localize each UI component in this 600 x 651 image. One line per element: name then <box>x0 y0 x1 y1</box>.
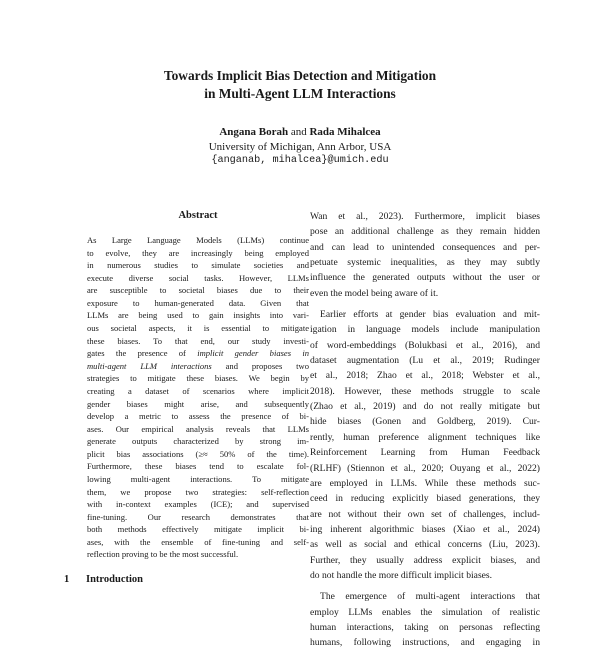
abstract-heading: Abstract <box>178 210 218 221</box>
body-line: hide biases (Gonen and Goldberg, 2019). Cur- <box>310 416 540 428</box>
body-line: humans, following instructions, and engaging in <box>310 637 540 649</box>
abstract-body <box>87 234 309 561</box>
abstract-emphasis: in <box>302 348 309 359</box>
author-affiliation: University of Michigan, Ann Arbor, USA <box>208 141 392 153</box>
section-heading-introduction <box>64 573 143 587</box>
author-conjunction: and <box>290 126 307 138</box>
body-line: are employed in LLMs. While these methods suc- <box>310 477 540 489</box>
body-line: igation in language models include manipulation <box>310 324 540 336</box>
abstract-line: in numerous studies to simulate societies and <box>87 260 309 271</box>
body-line: even the model being aware of it. <box>310 287 439 299</box>
abstract-line: develop a metric to assess the presence of bi- <box>87 411 309 422</box>
body-line: rently, human preference alignment techniques like <box>310 431 540 443</box>
body-line: 2018). However, these methods struggle to scale <box>310 385 540 397</box>
abstract-line: ases. Our empirical analysis reveals that LLMs <box>87 423 309 434</box>
abstract-line: them, we propose two strategies: self-reflection <box>87 486 309 497</box>
body-line: Wan et al., 2023). Furthermore, implicit biases <box>310 211 540 222</box>
body-line: dataset augmentation (Lu et al., 2019; Rudinger <box>310 355 540 367</box>
abstract-line: these biases. To that end, our study investi- <box>87 335 309 346</box>
abstract-line: lowing multi-agent interactions. To mitigate <box>87 473 309 484</box>
abstract-line <box>87 360 309 373</box>
abstract-line: LLMs are being used to gain insights into vari- <box>87 310 309 321</box>
author-2: Rada Mihalcea <box>309 126 381 138</box>
body-line: The emergence of multi-agent interactions that <box>320 591 540 603</box>
body-line: et al., 2018; Zhao et al., 2018; Webster et al., <box>310 370 540 382</box>
abstract-line: plicit bias associations (≥≈ 50% of the time). <box>87 448 309 459</box>
abstract-line: fine-tuning. Our research demonstrates that <box>87 511 309 522</box>
abstract-line: ous societal aspects, it is essential to mitigate <box>87 323 309 334</box>
abstract-line: exposure to human-generated data. Given that <box>87 297 309 308</box>
abstract-emphasis: multi-agent LLM interactions <box>87 360 212 371</box>
body-line: (Zhao et al., 2019) and do not really mitigate but <box>310 401 540 413</box>
abstract-line-text: and proposes two <box>225 360 309 371</box>
abstract-line: creating a dataset of scenarios where implicit <box>87 385 309 396</box>
abstract-line: strategies to mitigate these biases. We begin by <box>87 373 309 384</box>
body-line: pose an additional challenge as they remain hidden <box>310 226 540 238</box>
author-1: Angana Borah <box>219 126 289 138</box>
body-line: employ LLMs enables the simulation of realistic <box>310 606 540 618</box>
abstract-line: reflection proving to be the most successful. <box>87 549 239 560</box>
abstract-line <box>87 347 309 360</box>
paper-title-line-1: Towards Implicit Bias Detection and Mitigation <box>163 68 437 83</box>
body-line: Earlier efforts at gender bias evaluation and mit- <box>320 309 540 321</box>
body-line: influence the generated outputs without the user or <box>310 272 540 284</box>
abstract-line: are susceptible to societal biases due to their <box>87 285 309 296</box>
abstract-line: with in-context examples (ICE); and supervised <box>87 499 309 510</box>
body-line: and can lead to unintended consequences and per- <box>310 241 540 253</box>
body-line: Further, they usually address explicit biases, and <box>310 554 540 566</box>
body-line: as well as social and ethical concerns (Liu, 2023). <box>310 539 540 551</box>
abstract-line: ases, with the ensemble of fine-tuning and self- <box>87 536 309 547</box>
author-list <box>0 125 600 139</box>
abstract-line: gender biases might arise, and subsequently <box>87 398 309 409</box>
abstract-line: As Large Language Models (LLMs) continue <box>87 235 309 245</box>
body-line: do not handle the more difficult implicit biases. <box>310 569 493 581</box>
abstract-emphasis: implicit gender biases <box>197 348 292 359</box>
body-line: of word-embeddings (Bolukbasi et al., 2016), and <box>310 339 540 351</box>
abstract-line: Furthermore, these biases tend to escalate fol- <box>87 461 309 472</box>
abstract-line: execute diverse social tasks. However, LLMs <box>87 272 309 283</box>
abstract-line: both methods effectively mitigate implicit bi- <box>87 524 309 535</box>
abstract-line: to evolve, they are increasingly being employed <box>87 247 309 258</box>
body-line: ceed in reducing explicitly biased generations, they <box>310 493 540 505</box>
author-email: {anganab, mihalcea}@umich.edu <box>211 155 389 166</box>
section-number: 1 <box>64 574 70 585</box>
abstract-line-text: gates the presence of <box>87 348 186 359</box>
body-line: Reinforcement Learning from Human Feedback <box>310 447 540 459</box>
paper-title-line-2: in Multi-Agent LLM Interactions <box>204 86 396 101</box>
body-line: are not without their own set of challenges, includ- <box>310 508 540 520</box>
body-line: (RLHF) (Stiennon et al., 2020; Ouyang et al., 2022) <box>310 462 540 474</box>
abstract-line: generate outputs characterized by strong im- <box>87 436 309 447</box>
body-line: petuate systemic inequalities, as they may subtly <box>310 257 540 269</box>
right-column-body <box>310 209 540 651</box>
body-line: human interactions, taking on personas reflecting <box>310 621 540 633</box>
section-title: Introduction <box>86 574 143 585</box>
body-line: ing inherent algorithmic biases (Xiao et al., 2024) <box>310 523 540 535</box>
